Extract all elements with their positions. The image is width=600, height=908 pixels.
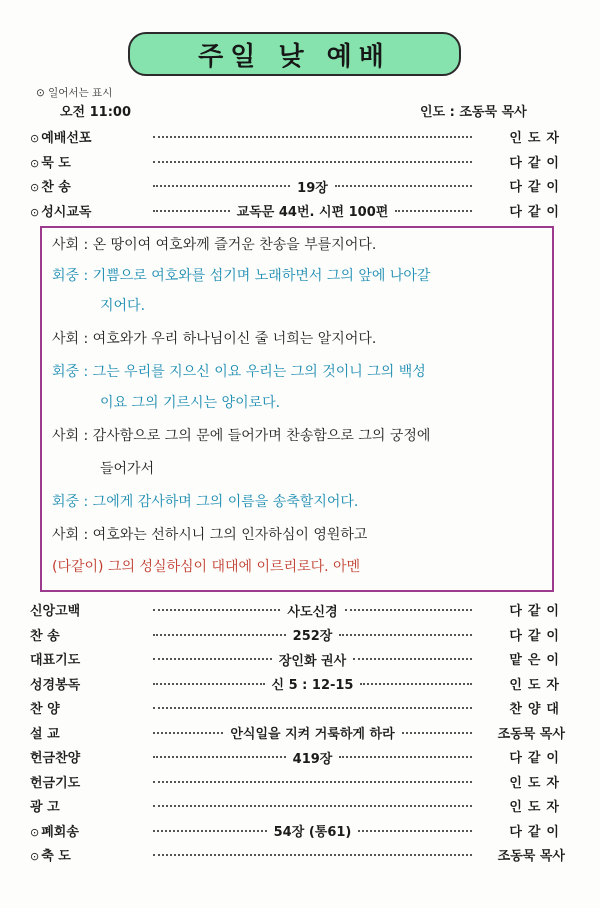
leader-dots bbox=[358, 830, 472, 832]
order-item-label bbox=[30, 201, 91, 220]
leader-dots bbox=[153, 609, 280, 611]
order-item bbox=[30, 723, 565, 745]
order-item-detail-text: 장인화 권사 bbox=[278, 653, 347, 669]
leader-dots bbox=[153, 854, 472, 856]
order-item-name: 신앙고백 bbox=[30, 604, 81, 619]
order-item-label bbox=[30, 152, 71, 171]
page-title: 주일 낮 예배 bbox=[128, 32, 461, 76]
order-item-detail bbox=[150, 772, 475, 792]
order-item bbox=[30, 649, 565, 671]
responsive-line-leader: 사회 : 여호와가 우리 하나님이신 줄 너희는 알지어다. bbox=[52, 331, 377, 347]
order-item-label bbox=[30, 796, 60, 815]
order-item-label bbox=[30, 649, 80, 668]
responsive-line-people: 회중 : 기쁨으로 여호와를 섬기며 노래하면서 그의 앞에 나아갈 bbox=[52, 268, 431, 284]
order-item-name: 예배선포 bbox=[41, 131, 92, 146]
order-item-detail bbox=[150, 127, 475, 147]
responsive-line-people: 회중 : 그에게 감사하며 그의 이름을 송축할지어다. bbox=[52, 494, 359, 510]
order-item-detail bbox=[150, 152, 475, 172]
order-item bbox=[30, 600, 565, 622]
order-item-performer: 인도자 bbox=[509, 775, 565, 791]
order-item-name: 대표기도 bbox=[30, 653, 81, 668]
order-item-label bbox=[30, 674, 80, 693]
order-item-performer: 조동묵 목사 bbox=[497, 726, 565, 742]
responsive-line-people: 지어다. bbox=[100, 298, 146, 314]
order-item bbox=[30, 201, 565, 223]
leader-dots bbox=[153, 830, 267, 832]
order-item-performer: 다같이 bbox=[509, 180, 565, 195]
order-item-detail-text: 교독문 44번. 시편 100편 bbox=[236, 205, 389, 220]
order-item-detail-text: 19장 bbox=[297, 180, 328, 196]
order-item-detail bbox=[150, 723, 475, 743]
order-item-detail-text: 419장 bbox=[292, 751, 333, 767]
order-item bbox=[30, 772, 565, 794]
leader-dots bbox=[153, 781, 472, 783]
leader-dots bbox=[353, 658, 472, 660]
order-item-name: 광 고 bbox=[30, 800, 60, 815]
standing-mark-icon: ⊙ bbox=[30, 181, 40, 194]
order-item-detail-text: 사도신경 bbox=[287, 604, 338, 620]
order-item-performer: 인도자 bbox=[509, 677, 565, 693]
leader-dots bbox=[335, 185, 472, 187]
order-item-detail-text: 54장 (통61) bbox=[273, 825, 352, 840]
order-item-label bbox=[30, 698, 60, 717]
order-item bbox=[30, 674, 565, 696]
responsive-line-all: (다같이) 그의 성실하심이 대대에 이르리로다. 아멘 bbox=[52, 559, 361, 575]
leader-dots bbox=[153, 658, 272, 660]
leader-dots bbox=[345, 609, 472, 611]
order-item bbox=[30, 821, 565, 843]
order-item-name: 헌금찬양 bbox=[30, 751, 81, 766]
order-item-performer: 다같이 bbox=[509, 204, 565, 220]
order-item-detail bbox=[150, 625, 475, 645]
order-item-performer: 다같이 bbox=[509, 751, 565, 766]
order-item-detail bbox=[150, 821, 475, 841]
leader-dots bbox=[360, 683, 472, 685]
leader-dots bbox=[402, 732, 472, 734]
order-item-name: 찬 송 bbox=[30, 628, 60, 644]
order-item-detail bbox=[150, 176, 475, 196]
responsive-line-leader: 사회 : 온 땅이여 여호와께 즐거운 찬송을 부를지어다. bbox=[52, 237, 377, 253]
order-item-name: 성시교독 bbox=[41, 204, 92, 220]
order-item-detail bbox=[150, 796, 475, 816]
order-item-label bbox=[30, 772, 80, 791]
leader-dots bbox=[339, 634, 472, 636]
order-item bbox=[30, 747, 565, 769]
order-item-performer: 맡은이 bbox=[509, 653, 565, 668]
responsive-line-leader: 사회 : 감사함으로 그의 문에 들어가며 찬송함으로 그의 궁정에 bbox=[52, 428, 431, 444]
leader-dots bbox=[153, 756, 286, 758]
order-item bbox=[30, 796, 565, 818]
leader-dots bbox=[153, 210, 230, 212]
standing-mark-icon: ⊙ bbox=[30, 132, 40, 145]
standing-mark-icon: ⊙ bbox=[30, 156, 40, 170]
order-item-performer: 다같이 bbox=[509, 155, 565, 171]
order-item-name: 성경봉독 bbox=[30, 677, 81, 693]
order-item-detail-text: 신 5 : 12-15 bbox=[271, 678, 354, 693]
standing-mark-icon: ⊙ bbox=[30, 825, 40, 839]
leader-dots bbox=[153, 185, 290, 187]
order-item-detail bbox=[150, 698, 475, 718]
order-item bbox=[30, 176, 565, 198]
order-item-label bbox=[30, 723, 60, 742]
responsive-line-leader: 사회 : 여호와는 선하시니 그의 인자하심이 영원하고 bbox=[52, 527, 368, 543]
service-time: 오전 11:00 bbox=[60, 105, 132, 120]
order-item-name: 묵 도 bbox=[41, 155, 71, 171]
order-item bbox=[30, 698, 565, 720]
leader-dots bbox=[153, 634, 286, 636]
order-item-detail bbox=[150, 201, 475, 221]
order-item bbox=[30, 152, 565, 174]
leader-dots bbox=[153, 136, 472, 138]
order-item bbox=[30, 127, 565, 149]
order-item-label bbox=[30, 176, 71, 195]
order-item-detail-text: 252장 bbox=[292, 629, 333, 644]
order-item-name: 설 교 bbox=[30, 726, 60, 742]
leader-dots bbox=[153, 732, 223, 734]
order-item bbox=[30, 625, 565, 647]
order-item-performer: 조동묵 목사 bbox=[497, 849, 565, 864]
leader-dots bbox=[153, 683, 265, 685]
order-item-label bbox=[30, 127, 91, 146]
order-item-label bbox=[30, 747, 80, 766]
order-item-label bbox=[30, 845, 71, 864]
order-item-detail bbox=[150, 649, 475, 669]
standing-legend: ⊙ 일어서는 표시 bbox=[36, 87, 113, 99]
responsive-line-leader: 들어가서 bbox=[100, 461, 155, 477]
order-item bbox=[30, 845, 565, 867]
order-item-detail bbox=[150, 600, 475, 620]
order-item-name: 찬 양 bbox=[30, 702, 60, 717]
order-item-name: 찬 송 bbox=[41, 180, 71, 195]
order-item-name: 헌금기도 bbox=[30, 775, 81, 791]
leader-dots bbox=[153, 161, 472, 163]
order-item-performer: 인도자 bbox=[509, 800, 565, 815]
service-leader: 인도 : 조동묵 목사 bbox=[420, 105, 527, 120]
leader-dots bbox=[395, 210, 472, 212]
order-item-label bbox=[30, 625, 60, 644]
order-item-performer: 다같이 bbox=[509, 824, 565, 840]
responsive-line-people: 이요 그의 기르시는 양이로다. bbox=[100, 395, 281, 411]
responsive-line-people: 회중 : 그는 우리를 지으신 이요 우리는 그의 것이니 그의 백성 bbox=[52, 364, 426, 380]
order-item-name: 축 도 bbox=[41, 849, 71, 864]
order-item-detail bbox=[150, 747, 475, 767]
leader-dots bbox=[153, 805, 472, 807]
order-item-detail bbox=[150, 845, 475, 865]
order-item-performer: 다같이 bbox=[509, 604, 565, 619]
order-item-detail-text: 안식일을 지켜 거룩하게 하라 bbox=[230, 727, 395, 742]
order-item-performer: 찬양대 bbox=[509, 702, 565, 717]
standing-mark-icon: ⊙ bbox=[30, 205, 40, 219]
standing-mark-icon: ⊙ bbox=[30, 850, 40, 863]
order-item-performer: 인도자 bbox=[509, 131, 565, 146]
order-item-detail bbox=[150, 674, 475, 694]
leader-dots bbox=[153, 707, 472, 709]
order-item-performer: 다같이 bbox=[509, 628, 565, 644]
order-item-label bbox=[30, 821, 79, 840]
order-item-label bbox=[30, 600, 80, 619]
leader-dots bbox=[339, 756, 472, 758]
order-item-name: 폐회송 bbox=[41, 824, 79, 840]
